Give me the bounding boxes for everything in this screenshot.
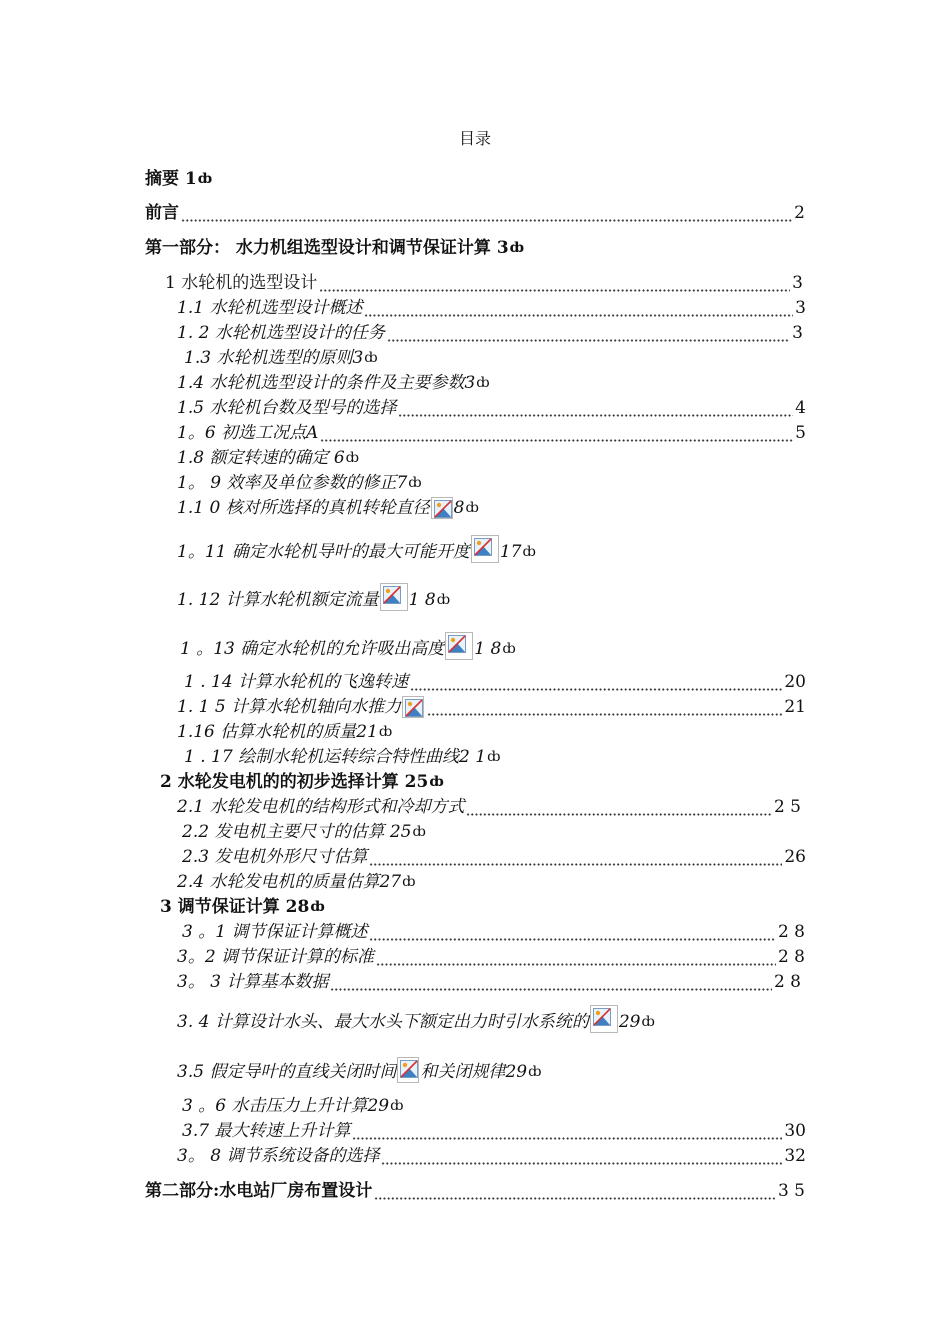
toc-entry-text: 1.3 水轮机选型的原则3 — [184, 348, 364, 368]
toc-entry-3-4[interactable] — [177, 1005, 655, 1033]
toc-entry-text: 1。11 确定水轮机导叶的最大可能开度 — [177, 542, 470, 562]
paragraph-mark: ȸ — [465, 500, 479, 516]
toc-entry-text: 1。 9 效率及单位参数的修正7 — [177, 473, 408, 493]
toc-entry-text: 1. 2 水轮机选型设计的任务 — [177, 323, 385, 343]
toc-entry-text: 3 调节保证计算 28 — [160, 897, 310, 917]
toc-entry-text: 3。2 调节保证计算的标准 — [177, 947, 375, 967]
toc-entry-page-inline: 1 8 — [408, 590, 436, 610]
toc-entry-2-1[interactable] — [177, 796, 801, 818]
toc-entry-page-inline: 17 — [499, 542, 522, 562]
toc-entry-2-3[interactable] — [182, 846, 806, 868]
toc-entry-text: 1. 12 计算水轮机额定流量 — [177, 590, 379, 610]
dot-leader — [369, 846, 782, 868]
dot-leader — [427, 696, 782, 718]
toc-entry-2-4[interactable] — [177, 871, 416, 893]
paragraph-mark: ȸ — [436, 592, 451, 608]
toc-entry-page: 3 — [795, 298, 806, 318]
toc-entry-1-5[interactable] — [177, 397, 806, 419]
broken-image-icon — [397, 1057, 419, 1083]
dot-leader — [387, 322, 790, 344]
toc-entry-preface[interactable] — [145, 202, 805, 224]
dot-leader — [369, 921, 776, 943]
paragraph-mark: ȸ — [364, 350, 378, 366]
toc-entry-page: 3 — [792, 323, 803, 343]
toc-entry-3-2[interactable] — [177, 946, 805, 968]
dot-leader — [376, 946, 776, 968]
toc-entry-page: 2 5 — [773, 797, 801, 817]
toc-entry-page: 2 8 — [773, 972, 801, 992]
toc-entry-1-10[interactable] — [177, 497, 479, 519]
toc-entry-part-two[interactable] — [145, 1180, 805, 1202]
toc-entry-3-5[interactable] — [177, 1055, 542, 1083]
paragraph-mark: ȸ — [345, 450, 360, 466]
toc-entry-text-after: 和关闭规律29 — [420, 1062, 528, 1082]
toc-entry-chapter-2[interactable] — [160, 771, 444, 793]
toc-entry-1-16[interactable] — [177, 721, 392, 743]
toc-entry-text: 3.7 最大转速上升计算 — [182, 1121, 351, 1141]
toc-entry-2-2[interactable] — [182, 821, 426, 843]
broken-image-icon — [431, 497, 453, 519]
toc-entry-text: 2.3 发电机外形尺寸估算 — [182, 847, 368, 867]
paragraph-mark: ȸ — [487, 749, 501, 765]
dot-leader — [352, 1120, 782, 1142]
toc-entry-text: 1 . 14 计算水轮机的飞逸转速 — [184, 672, 409, 692]
toc-entry-text: 2.4 水轮发电机的质量估算27 — [177, 872, 402, 892]
paragraph-mark: ȸ — [408, 475, 422, 491]
paragraph-mark: ȸ — [390, 1098, 404, 1114]
broken-image-icon — [402, 696, 424, 718]
toc-entry-page: 4 — [795, 398, 806, 418]
toc-entry-1-9[interactable] — [177, 472, 422, 494]
dot-leader — [398, 397, 793, 419]
dot-leader — [330, 971, 772, 993]
toc-entry-text: 3。 8 调节系统设备的选择 — [177, 1146, 380, 1166]
toc-entry-text: 3 。6 水击压力上升计算29 — [182, 1096, 390, 1116]
toc-entry-page: 21 — [784, 697, 806, 717]
dot-leader — [466, 796, 772, 818]
toc-entry-text: 1.4 水轮机选型设计的条件及主要参数3 — [177, 373, 476, 393]
toc-entry-1-13[interactable] — [180, 632, 516, 660]
paragraph-mark: ȸ — [476, 375, 490, 391]
paragraph-mark: ȸ — [509, 240, 525, 256]
toc-entry-text: 1.8 额定转速的确定 6 — [177, 448, 345, 468]
paragraph-mark: ȸ — [197, 171, 213, 187]
paragraph-mark: ȸ — [429, 774, 444, 790]
dot-leader — [319, 272, 790, 294]
dot-leader — [320, 422, 793, 444]
toc-entry-page: 3 5 — [777, 1181, 805, 1201]
toc-entry-text: 1 水轮机的选型设计 — [165, 273, 318, 293]
paragraph-mark: ȸ — [522, 544, 536, 560]
toc-entry-1-11[interactable] — [177, 535, 536, 563]
toc-entry-1-2[interactable] — [177, 322, 803, 344]
toc-entry-page: 30 — [784, 1121, 806, 1141]
toc-entry-text: 3。 3 计算基本数据 — [177, 972, 329, 992]
toc-entry-text: 1.1 水轮机选型设计概述 — [177, 298, 363, 318]
toc-entry-1-8[interactable] — [177, 447, 359, 469]
toc-entry-1-1[interactable] — [177, 297, 806, 319]
toc-entry-text: 2 水轮发电机的的初步选择计算 25 — [160, 772, 429, 792]
toc-entry-1-14[interactable] — [184, 671, 806, 693]
paragraph-mark: ȸ — [528, 1064, 542, 1080]
toc-entry-text: 1.1 0 核对所选择的真机转轮直径 — [177, 498, 430, 518]
paragraph-mark: ȸ — [412, 824, 426, 840]
dot-leader — [181, 202, 792, 224]
toc-entry-part-one[interactable] — [145, 237, 524, 259]
toc-entry-3-8[interactable] — [177, 1145, 806, 1167]
toc-entry-3-1[interactable] — [182, 921, 805, 943]
toc-entry-1-17[interactable] — [184, 746, 501, 768]
toc-entry-text: 1.5 水轮机台数及型号的选择 — [177, 398, 397, 418]
toc-entry-1-12[interactable] — [177, 583, 450, 611]
toc-entry-page: 26 — [784, 847, 806, 867]
toc-entry-text: 1 . 17 绘制水轮机运转综合特性曲线2 1 — [184, 747, 487, 767]
toc-entry-text: 1. 1 5 计算水轮机轴向水推力 — [177, 697, 402, 717]
toc-entry-page-inline: 8 — [453, 498, 465, 518]
dot-leader — [374, 1180, 776, 1202]
toc-entry-text: 2.1 水轮发电机的结构形式和冷却方式 — [177, 797, 465, 817]
toc-entry-3-7[interactable] — [182, 1120, 806, 1142]
broken-image-icon — [471, 535, 499, 563]
toc-entry-text: 1 。13 确定水轮机的允许吸出高度 — [180, 639, 445, 659]
broken-image-icon — [445, 632, 473, 660]
toc-entry-abstract[interactable] — [145, 168, 212, 190]
dot-leader — [381, 1145, 782, 1167]
toc-entry-text: 1。6 初选工况点A — [177, 423, 319, 443]
toc-entry-page: 2 8 — [777, 922, 805, 942]
toc-entry-1-4[interactable] — [177, 372, 490, 394]
toc-entry-1-6[interactable] — [177, 422, 806, 444]
toc-entry-text: 3 。1 调节保证计算概述 — [182, 922, 368, 942]
toc-entry-1-3[interactable] — [184, 347, 378, 369]
toc-entry-page: 2 — [794, 203, 805, 223]
toc-entry-text: 前言 — [145, 203, 179, 223]
toc-entry-chapter-3[interactable] — [160, 896, 325, 918]
toc-entry-page: 2 8 — [777, 947, 805, 967]
paragraph-mark: ȸ — [378, 724, 393, 740]
toc-entry-chapter-1[interactable] — [165, 272, 803, 294]
toc-entry-page: 3 — [792, 273, 803, 293]
toc-entry-page: 5 — [795, 423, 806, 443]
toc-entry-page-inline: 1 8 — [474, 639, 502, 659]
paragraph-mark: ȸ — [310, 899, 325, 915]
toc-entry-text: 摘要 1 — [145, 169, 197, 189]
toc-entry-page: 20 — [784, 672, 806, 692]
toc-entry-text: 第一部分： 水力机组选型设计和调节保证计算 3 — [145, 238, 509, 258]
toc-entry-text: 2.2 发电机主要尺寸的估算 25 — [182, 822, 412, 842]
toc-entry-page: 32 — [784, 1146, 806, 1166]
paragraph-mark: ȸ — [502, 641, 516, 657]
broken-image-icon — [380, 583, 408, 611]
toc-title: 目录 — [458, 129, 491, 148]
broken-image-icon — [590, 1005, 618, 1033]
toc-entry-page-inline: 29 — [618, 1012, 641, 1032]
toc-entry-text: 3. 4 计算设计水头、最大水头下额定出力时引水系统的 — [177, 1012, 589, 1032]
dot-leader — [410, 671, 782, 693]
toc-entry-text: 1.16 估算水轮机的质量21 — [177, 722, 378, 742]
paragraph-mark: ȸ — [402, 874, 416, 890]
paragraph-mark: ȸ — [641, 1014, 655, 1030]
toc-entry-3-3[interactable] — [177, 971, 801, 993]
toc-entry-1-15[interactable] — [177, 696, 806, 718]
toc-entry-3-6[interactable] — [182, 1095, 404, 1117]
toc-entry-text: 第二部分:水电站厂房布置设计 — [145, 1181, 373, 1201]
toc-entry-text: 3.5 假定导叶的直线关闭时间 — [177, 1062, 397, 1082]
dot-leader — [364, 297, 793, 319]
